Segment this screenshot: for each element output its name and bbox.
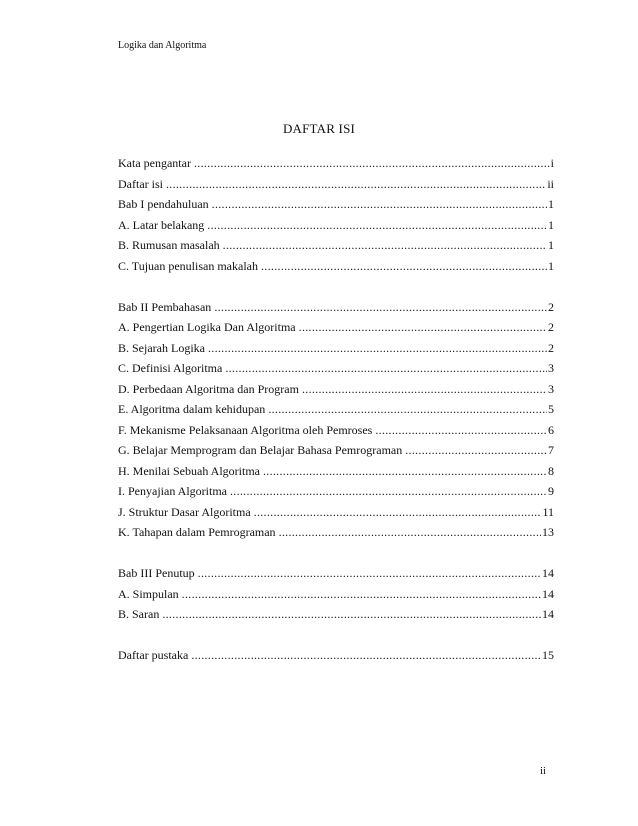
toc-entry-bab-3 — [118, 566, 554, 587]
dot-leader — [230, 484, 547, 499]
toc-entry-page: 5 — [548, 402, 554, 416]
table-of-contents — [118, 156, 554, 669]
toc-entry-label: E. Algoritma dalam kehidupan — [118, 402, 266, 416]
page-title: DAFTAR ISI — [282, 121, 356, 136]
toc-entry-page: ii — [547, 176, 554, 191]
toc-entry-page: 6 — [548, 422, 554, 437]
toc-entry-page: 14 — [542, 607, 554, 621]
toc-entry-tahapan — [118, 525, 554, 546]
toc-entry-label: Daftar isi — [118, 176, 163, 191]
toc-entry-kehidupan — [118, 402, 554, 423]
toc-entry-label: Daftar pustaka — [118, 648, 189, 662]
toc-entry-label: Bab III Penutup — [118, 566, 195, 580]
dot-leader — [212, 197, 547, 212]
toc-entry-page: 13 — [542, 525, 554, 539]
dot-leader — [166, 177, 546, 192]
dot-leader — [198, 566, 541, 581]
toc-entry-page: 2 — [548, 320, 554, 334]
dot-leader — [207, 218, 547, 233]
toc-entry-page: 14 — [542, 586, 554, 601]
toc-entry-menilai — [118, 464, 554, 485]
toc-entry-page: 1 — [548, 258, 554, 273]
toc-entry-penyajian — [118, 484, 554, 505]
toc-entry-page: 7 — [548, 443, 554, 457]
toc-entry-label: D. Perbedaan Algoritma dan Program — [118, 381, 299, 396]
toc-entry-page: i — [550, 156, 554, 170]
toc-entry-simpulan — [118, 587, 554, 608]
toc-entry-label: C. Tujuan penulisan makalah — [118, 258, 258, 273]
running-header: Logika dan Algoritma — [118, 40, 207, 51]
toc-entry-daftar-pustaka — [118, 648, 554, 669]
toc-entry-label: H. Menilai Sebuah Algoritma — [118, 463, 260, 478]
dot-leader — [268, 402, 547, 417]
page-number: ii — [540, 765, 547, 777]
toc-entry-label: K. Tahapan dalam Pemrograman — [118, 525, 276, 539]
dot-leader — [302, 382, 547, 397]
toc-entry-label: Kata pengantar — [118, 156, 191, 170]
dot-leader — [279, 525, 541, 540]
toc-entry-tujuan — [118, 259, 554, 280]
toc-entry-label: G. Belajar Memprogram dan Belajar Bahasa Pemrograman — [118, 443, 403, 457]
section-gap — [118, 546, 554, 567]
toc-entry-label: A. Simpulan — [118, 586, 179, 601]
toc-entry-page: 3 — [548, 361, 554, 375]
dot-leader — [263, 464, 547, 479]
toc-entry-label: B. Saran — [118, 607, 160, 621]
toc-entry-page: 14 — [542, 566, 554, 580]
toc-entry-pengertian — [118, 320, 554, 341]
toc-entry-definisi — [118, 361, 554, 382]
dot-leader — [405, 443, 547, 458]
toc-entry-struktur — [118, 505, 554, 526]
dot-leader — [299, 320, 547, 335]
dot-leader — [223, 238, 547, 253]
dot-leader — [261, 259, 547, 274]
toc-entry-page: 9 — [548, 484, 554, 498]
dot-leader — [214, 300, 547, 315]
toc-entry-label: F. Mekanisme Pelaksanaan Algoritma oleh Pemroses — [118, 422, 373, 437]
toc-entry-sejarah — [118, 341, 554, 362]
toc-entry-rumusan-masalah — [118, 238, 554, 259]
section-gap — [118, 279, 554, 300]
toc-entry-belajar — [118, 443, 554, 464]
toc-entry-label: C. Definisi Algoritma — [118, 361, 223, 375]
dot-leader — [375, 423, 547, 438]
dot-leader — [191, 648, 541, 663]
toc-entry-page: 1 — [548, 238, 554, 252]
toc-entry-label: I. Penyajian Algoritma — [118, 484, 227, 498]
toc-entry-label: J. Struktur Dasar Algoritma — [118, 504, 251, 519]
toc-entry-label: B. Sejarah Logika — [118, 340, 205, 355]
toc-entry-bab-1 — [118, 197, 554, 218]
toc-entry-label: B. Rumusan masalah — [118, 238, 220, 252]
toc-entry-kata-pengantar — [118, 156, 554, 177]
toc-entry-saran — [118, 607, 554, 628]
toc-entry-page: 11 — [542, 504, 554, 519]
toc-entry-label: A. Pengertian Logika Dan Algoritma — [118, 320, 296, 334]
toc-entry-bab-2 — [118, 300, 554, 321]
toc-entry-perbedaan — [118, 382, 554, 403]
toc-entry-latar-belakang — [118, 218, 554, 239]
dot-leader — [225, 361, 547, 376]
toc-entry-page: 8 — [548, 463, 554, 478]
dot-leader — [194, 156, 550, 171]
section-gap — [118, 628, 554, 649]
toc-entry-page: 3 — [548, 381, 554, 396]
toc-entry-label: A. Latar belakang — [118, 217, 205, 232]
dot-leader — [254, 505, 542, 520]
dot-leader — [182, 587, 541, 602]
toc-entry-page: 1 — [548, 217, 554, 232]
toc-entry-page: 15 — [542, 648, 554, 662]
toc-entry-mekanisme — [118, 423, 554, 444]
toc-entry-label: Bab II Pembahasan — [118, 299, 212, 314]
toc-entry-label: Bab I pendahuluan — [118, 197, 209, 211]
toc-entry-page: 2 — [548, 299, 554, 314]
toc-entry-page: 2 — [548, 340, 554, 355]
dot-leader — [208, 341, 547, 356]
toc-entry-page: 1 — [548, 197, 554, 211]
toc-entry-daftar-isi — [118, 177, 554, 198]
dot-leader — [162, 607, 541, 622]
